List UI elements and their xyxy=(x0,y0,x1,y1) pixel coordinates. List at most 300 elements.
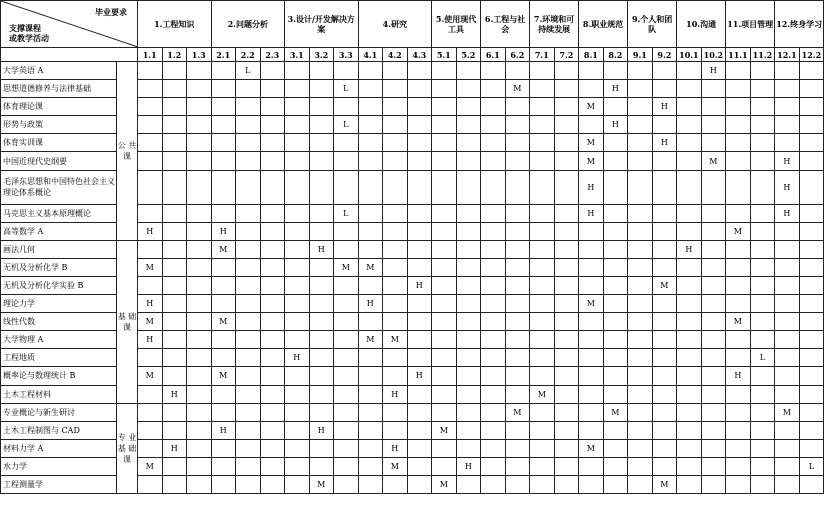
support-level-cell: M xyxy=(603,403,628,421)
support-level-cell xyxy=(726,421,751,439)
support-level-cell xyxy=(407,258,432,276)
support-level-cell xyxy=(456,421,481,439)
support-level-cell: M xyxy=(579,295,604,313)
support-level-cell xyxy=(530,439,555,457)
course-name-cell: 工程地质 xyxy=(1,349,117,367)
support-level-cell: H xyxy=(211,421,236,439)
support-level-cell xyxy=(677,367,702,385)
support-level-cell xyxy=(481,204,506,222)
support-level-cell xyxy=(334,385,359,403)
support-level-cell xyxy=(383,367,408,385)
support-level-cell xyxy=(750,331,775,349)
support-level-cell: M xyxy=(432,475,457,493)
support-level-cell xyxy=(187,385,212,403)
support-level-cell: L xyxy=(236,62,261,80)
support-level-cell xyxy=(407,62,432,80)
support-level-cell: M xyxy=(383,457,408,475)
support-level-cell xyxy=(383,98,408,116)
support-level-cell: M xyxy=(701,152,726,170)
support-level-cell xyxy=(358,62,383,80)
support-level-cell xyxy=(677,349,702,367)
support-level-cell: H xyxy=(603,80,628,98)
support-level-cell: H xyxy=(309,421,334,439)
support-level-cell: M xyxy=(211,313,236,331)
support-level-cell xyxy=(187,421,212,439)
support-level-cell xyxy=(775,313,800,331)
support-level-cell xyxy=(701,331,726,349)
support-level-cell xyxy=(603,331,628,349)
support-level-cell xyxy=(652,240,677,258)
support-level-cell xyxy=(211,349,236,367)
support-level-cell xyxy=(726,276,751,294)
support-level-cell: L xyxy=(334,204,359,222)
support-level-cell xyxy=(530,403,555,421)
support-level-cell xyxy=(481,349,506,367)
support-level-cell xyxy=(505,204,530,222)
support-level-cell xyxy=(456,134,481,152)
table-row xyxy=(1,240,824,258)
support-level-cell xyxy=(579,276,604,294)
support-level-cell xyxy=(603,98,628,116)
support-level-cell xyxy=(652,116,677,134)
support-level-cell xyxy=(652,403,677,421)
support-level-cell xyxy=(187,80,212,98)
support-level-cell xyxy=(187,62,212,80)
support-level-cell xyxy=(456,367,481,385)
support-level-cell xyxy=(530,134,555,152)
support-level-cell: M xyxy=(579,98,604,116)
support-level-cell: H xyxy=(138,222,163,240)
support-level-cell xyxy=(530,152,555,170)
support-level-cell xyxy=(579,475,604,493)
support-level-cell xyxy=(285,367,310,385)
support-level-cell xyxy=(750,134,775,152)
support-level-cell: H xyxy=(358,295,383,313)
support-level-cell xyxy=(726,475,751,493)
support-level-cell xyxy=(603,421,628,439)
support-level-cell xyxy=(456,475,481,493)
support-level-cell xyxy=(505,98,530,116)
support-level-cell xyxy=(579,258,604,276)
support-level-cell xyxy=(407,421,432,439)
support-level-cell: H xyxy=(603,116,628,134)
support-level-cell xyxy=(309,170,334,204)
support-level-cell xyxy=(799,170,824,204)
support-level-cell xyxy=(505,385,530,403)
support-level-cell xyxy=(603,439,628,457)
support-level-cell xyxy=(701,385,726,403)
support-level-cell xyxy=(187,457,212,475)
support-level-cell xyxy=(677,313,702,331)
support-level-cell xyxy=(187,331,212,349)
support-level-cell xyxy=(358,457,383,475)
course-name-cell: 体育实训课 xyxy=(1,134,117,152)
support-level-cell: H xyxy=(383,385,408,403)
requirement-group-header: 11.项目管理 xyxy=(726,1,775,48)
support-level-cell xyxy=(162,313,187,331)
support-level-cell xyxy=(530,98,555,116)
support-level-cell xyxy=(726,331,751,349)
support-level-cell xyxy=(407,240,432,258)
support-level-cell xyxy=(628,421,653,439)
support-level-cell xyxy=(432,170,457,204)
support-level-cell xyxy=(407,204,432,222)
support-level-cell xyxy=(211,152,236,170)
support-level-cell xyxy=(285,116,310,134)
support-level-cell xyxy=(162,349,187,367)
support-level-cell xyxy=(726,98,751,116)
support-level-cell xyxy=(677,439,702,457)
support-level-cell xyxy=(701,98,726,116)
support-level-cell xyxy=(799,98,824,116)
support-level-cell xyxy=(677,475,702,493)
support-level-cell xyxy=(456,295,481,313)
support-level-cell xyxy=(750,403,775,421)
support-level-cell xyxy=(334,222,359,240)
support-level-cell xyxy=(505,116,530,134)
support-level-cell xyxy=(432,385,457,403)
support-level-cell xyxy=(407,152,432,170)
support-level-cell xyxy=(775,134,800,152)
course-name-cell: 马克思主义基本原理概论 xyxy=(1,204,117,222)
support-level-cell xyxy=(187,170,212,204)
support-level-cell xyxy=(505,62,530,80)
support-level-cell xyxy=(554,349,579,367)
support-level-cell xyxy=(432,222,457,240)
support-level-cell xyxy=(481,313,506,331)
support-level-cell xyxy=(603,222,628,240)
support-level-cell xyxy=(358,204,383,222)
support-level-cell xyxy=(432,295,457,313)
support-level-cell xyxy=(726,439,751,457)
support-level-cell xyxy=(775,421,800,439)
support-level-cell xyxy=(799,80,824,98)
support-level-cell xyxy=(309,349,334,367)
support-level-cell xyxy=(187,349,212,367)
support-level-cell xyxy=(236,295,261,313)
support-level-cell xyxy=(775,439,800,457)
support-level-cell xyxy=(162,170,187,204)
requirement-subcolumn-header: 2.2 xyxy=(236,48,261,62)
support-level-cell: M xyxy=(211,240,236,258)
support-level-cell xyxy=(750,439,775,457)
support-level-cell xyxy=(432,457,457,475)
support-level-cell xyxy=(726,116,751,134)
header-corner-cell xyxy=(1,1,138,48)
requirement-subcolumn-header: 4.3 xyxy=(407,48,432,62)
support-level-cell xyxy=(603,240,628,258)
support-level-cell xyxy=(334,439,359,457)
support-level-cell: H xyxy=(162,385,187,403)
support-level-cell xyxy=(138,134,163,152)
support-level-cell xyxy=(799,475,824,493)
support-level-cell xyxy=(334,421,359,439)
support-level-cell xyxy=(260,313,285,331)
support-level-cell xyxy=(775,457,800,475)
support-level-cell xyxy=(211,170,236,204)
support-level-cell xyxy=(554,116,579,134)
support-level-cell xyxy=(481,258,506,276)
support-level-cell xyxy=(334,295,359,313)
support-level-cell xyxy=(456,152,481,170)
requirement-subcolumn-header: 5.1 xyxy=(432,48,457,62)
support-level-cell: L xyxy=(334,80,359,98)
support-level-cell xyxy=(750,457,775,475)
support-level-cell xyxy=(211,385,236,403)
support-level-cell xyxy=(358,421,383,439)
support-level-cell xyxy=(187,276,212,294)
support-level-cell xyxy=(505,222,530,240)
support-level-cell xyxy=(285,204,310,222)
support-level-cell xyxy=(260,475,285,493)
course-name-cell: 土木工程制图与 CAD xyxy=(1,421,117,439)
support-level-cell xyxy=(309,98,334,116)
support-level-cell xyxy=(628,439,653,457)
requirement-subcolumn-header: 4.1 xyxy=(358,48,383,62)
support-level-cell xyxy=(432,331,457,349)
support-level-cell xyxy=(652,62,677,80)
course-name-cell: 形势与政策 xyxy=(1,116,117,134)
support-level-cell: L xyxy=(334,116,359,134)
support-level-cell xyxy=(285,421,310,439)
support-level-cell xyxy=(285,331,310,349)
course-name-cell: 思想道德修养与法律基础 xyxy=(1,80,117,98)
support-level-cell xyxy=(358,367,383,385)
support-level-cell xyxy=(432,403,457,421)
support-level-cell xyxy=(505,240,530,258)
support-level-cell xyxy=(407,403,432,421)
support-level-cell xyxy=(334,403,359,421)
requirement-subcolumn-header: 7.1 xyxy=(530,48,555,62)
support-level-cell xyxy=(799,276,824,294)
support-level-cell xyxy=(628,258,653,276)
support-level-cell xyxy=(456,116,481,134)
support-level-cell xyxy=(505,367,530,385)
support-level-cell xyxy=(628,62,653,80)
support-level-cell xyxy=(628,240,653,258)
support-level-cell xyxy=(309,152,334,170)
support-level-cell xyxy=(407,331,432,349)
support-level-cell: H xyxy=(407,276,432,294)
support-level-cell xyxy=(260,295,285,313)
support-level-cell xyxy=(775,222,800,240)
support-level-cell xyxy=(677,276,702,294)
support-level-cell xyxy=(652,204,677,222)
support-level-cell xyxy=(456,62,481,80)
support-level-cell xyxy=(701,204,726,222)
support-level-cell xyxy=(309,204,334,222)
support-level-cell: M xyxy=(138,258,163,276)
support-level-cell xyxy=(407,475,432,493)
support-level-cell xyxy=(628,276,653,294)
support-level-cell xyxy=(138,439,163,457)
support-level-cell xyxy=(775,367,800,385)
support-level-cell: M xyxy=(652,276,677,294)
support-level-cell xyxy=(701,134,726,152)
course-name-cell: 毛泽东思想和中国特色社会主义理论体系概论 xyxy=(1,170,117,204)
support-level-cell xyxy=(432,204,457,222)
support-level-cell xyxy=(726,62,751,80)
support-level-cell xyxy=(432,367,457,385)
support-level-cell xyxy=(334,349,359,367)
header-group-row xyxy=(1,1,824,48)
support-level-cell xyxy=(138,62,163,80)
support-level-cell xyxy=(701,313,726,331)
support-level-cell xyxy=(285,222,310,240)
course-name-cell: 中国近现代史纲要 xyxy=(1,152,117,170)
requirement-group-header: 3.设计/开发解决方案 xyxy=(285,1,359,48)
support-level-cell xyxy=(579,80,604,98)
support-level-cell xyxy=(505,475,530,493)
support-level-cell xyxy=(505,276,530,294)
support-level-cell xyxy=(750,152,775,170)
support-level-cell xyxy=(309,331,334,349)
support-level-cell xyxy=(481,295,506,313)
support-level-cell xyxy=(358,222,383,240)
support-level-cell xyxy=(334,367,359,385)
support-level-cell xyxy=(383,134,408,152)
support-level-cell: M xyxy=(383,331,408,349)
support-level-cell xyxy=(505,439,530,457)
support-level-cell xyxy=(187,475,212,493)
support-level-cell xyxy=(187,439,212,457)
support-level-cell xyxy=(260,403,285,421)
support-level-cell xyxy=(407,170,432,204)
support-level-cell xyxy=(432,80,457,98)
course-name-cell: 体育理论课 xyxy=(1,98,117,116)
support-level-cell: M xyxy=(505,403,530,421)
support-level-cell xyxy=(187,258,212,276)
support-level-cell xyxy=(530,240,555,258)
support-level-cell xyxy=(481,62,506,80)
course-name-cell: 线性代数 xyxy=(1,313,117,331)
support-level-cell xyxy=(530,367,555,385)
support-level-cell xyxy=(211,62,236,80)
support-level-cell xyxy=(358,439,383,457)
support-level-cell xyxy=(211,98,236,116)
corner-label-courses-line1: 支撑课程 xyxy=(9,23,41,33)
support-level-cell xyxy=(701,258,726,276)
support-level-cell xyxy=(285,80,310,98)
support-level-cell xyxy=(260,457,285,475)
support-level-cell xyxy=(701,457,726,475)
support-level-cell xyxy=(677,222,702,240)
support-level-cell xyxy=(162,222,187,240)
header-subcolumn-row xyxy=(1,48,824,62)
support-level-cell xyxy=(799,295,824,313)
support-level-cell xyxy=(211,134,236,152)
support-level-cell: H xyxy=(652,98,677,116)
support-level-cell xyxy=(579,331,604,349)
support-level-cell xyxy=(628,475,653,493)
support-level-cell xyxy=(211,258,236,276)
support-level-cell: L xyxy=(799,457,824,475)
support-level-cell xyxy=(211,439,236,457)
support-level-cell xyxy=(211,80,236,98)
support-level-cell xyxy=(726,295,751,313)
support-level-cell xyxy=(799,258,824,276)
support-level-cell xyxy=(481,385,506,403)
support-level-cell xyxy=(603,349,628,367)
course-name-cell: 大学物理 A xyxy=(1,331,117,349)
support-level-cell xyxy=(236,80,261,98)
support-level-cell xyxy=(432,116,457,134)
support-level-cell xyxy=(652,367,677,385)
requirement-group-header: 9.个人和团队 xyxy=(628,1,677,48)
support-level-cell xyxy=(554,240,579,258)
support-level-cell xyxy=(358,170,383,204)
support-level-cell xyxy=(530,276,555,294)
requirement-subcolumn-header: 2.1 xyxy=(211,48,236,62)
requirement-subcolumn-header: 8.2 xyxy=(603,48,628,62)
support-level-cell: H xyxy=(383,439,408,457)
support-level-cell xyxy=(260,439,285,457)
support-level-cell xyxy=(799,152,824,170)
support-level-cell xyxy=(505,134,530,152)
support-level-cell: M xyxy=(138,367,163,385)
support-level-cell xyxy=(432,152,457,170)
support-level-cell xyxy=(701,295,726,313)
support-level-cell xyxy=(285,134,310,152)
support-level-cell xyxy=(628,134,653,152)
support-level-cell xyxy=(358,80,383,98)
support-level-cell xyxy=(677,258,702,276)
support-level-cell xyxy=(799,62,824,80)
support-level-cell: M xyxy=(579,134,604,152)
support-level-cell xyxy=(750,240,775,258)
support-level-cell xyxy=(309,80,334,98)
support-level-cell xyxy=(358,276,383,294)
requirement-group-header: 10.沟通 xyxy=(677,1,726,48)
course-name-cell: 专业概论与新生研讨 xyxy=(1,403,117,421)
support-level-cell xyxy=(260,116,285,134)
support-level-cell xyxy=(554,204,579,222)
support-level-cell xyxy=(456,439,481,457)
support-level-cell xyxy=(162,204,187,222)
support-level-cell xyxy=(138,152,163,170)
support-level-cell xyxy=(334,457,359,475)
support-level-cell xyxy=(505,152,530,170)
support-level-cell xyxy=(407,80,432,98)
support-level-cell xyxy=(407,222,432,240)
support-level-cell xyxy=(187,204,212,222)
support-level-cell xyxy=(530,222,555,240)
support-level-cell: M xyxy=(211,367,236,385)
support-level-cell xyxy=(236,475,261,493)
support-level-cell xyxy=(211,403,236,421)
course-name-cell: 土木工程材料 xyxy=(1,385,117,403)
support-level-cell: H xyxy=(456,457,481,475)
support-level-cell xyxy=(652,313,677,331)
support-level-cell xyxy=(383,295,408,313)
support-level-cell xyxy=(236,457,261,475)
support-level-cell xyxy=(285,170,310,204)
requirement-group-header: 8.职业规范 xyxy=(579,1,628,48)
support-level-cell xyxy=(579,367,604,385)
support-level-cell: M xyxy=(726,222,751,240)
support-level-cell xyxy=(481,80,506,98)
support-level-cell: H xyxy=(309,240,334,258)
support-level-cell xyxy=(750,385,775,403)
support-level-cell xyxy=(750,313,775,331)
support-level-cell xyxy=(628,385,653,403)
support-level-cell xyxy=(677,295,702,313)
support-level-cell xyxy=(358,313,383,331)
support-level-cell xyxy=(383,475,408,493)
support-level-cell xyxy=(579,349,604,367)
support-level-cell xyxy=(701,421,726,439)
support-level-cell xyxy=(481,457,506,475)
